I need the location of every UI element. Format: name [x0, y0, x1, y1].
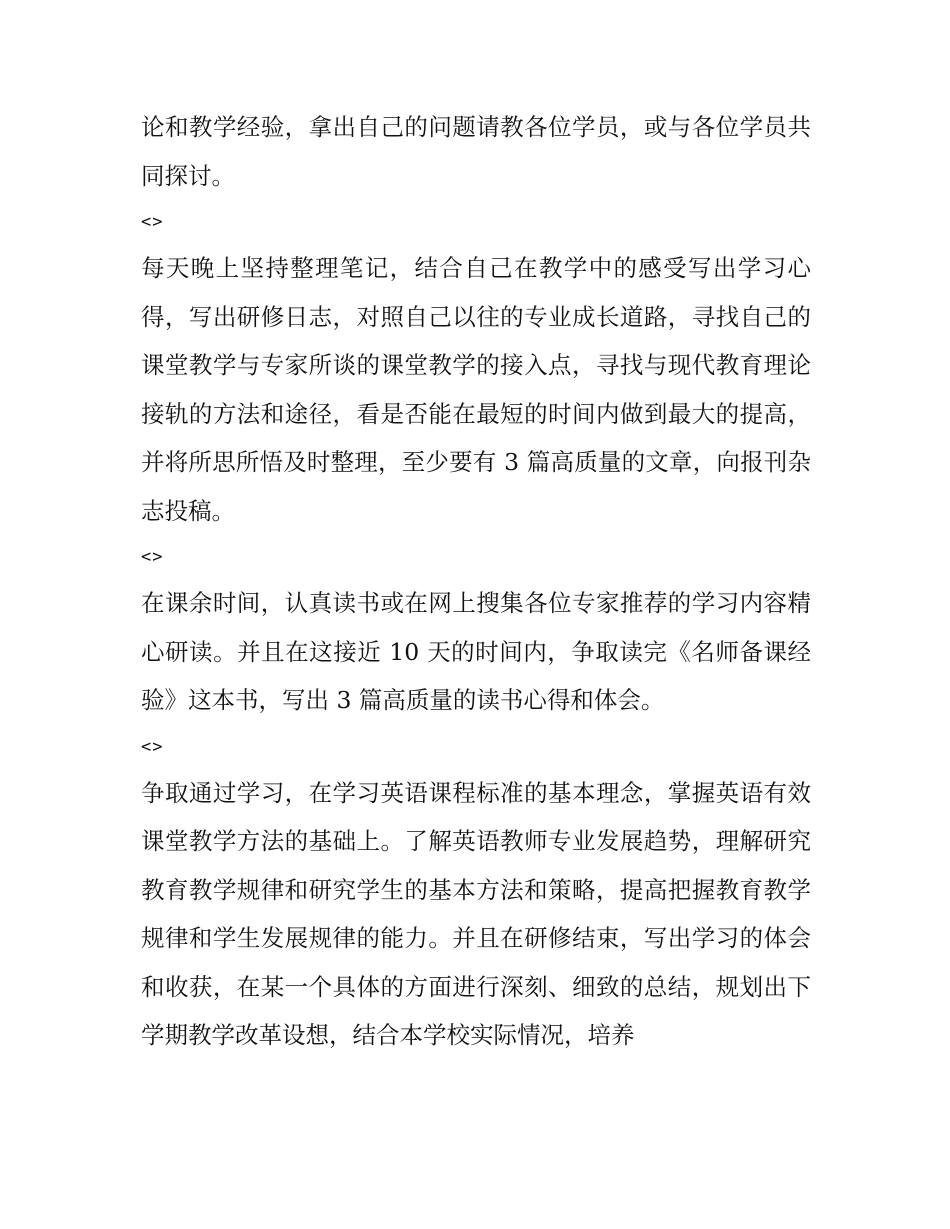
section-separator: <>	[141, 736, 164, 757]
paragraph-learning-goals: 争取通过学习，在学习英语课程标准的基本理念，掌握英语有效课堂教学方法的基础上。了解英语教师专业发展趋势，理解研究教育教学规律和研究学生的基本方法和策略，提高把握教育教学规律和学生发展规律的能力。并且在研修结束，写出学习的体会和收获，在某一个具体的方面进行深刻、细致的总结，规划出下学期教学改革设想，结合本学校实际情况，培养	[141, 778, 811, 1049]
paragraph-reading-plan: 在课余时间，认真读书或在网上搜集各位专家推荐的学习内容精心研读。并且在这接近 10 天的时间内，争取读完《名师备课经验》这本书，写出 3 篇高质量的读书心得和体会。	[141, 589, 811, 714]
paragraph-daily-notes: 每天晚上坚持整理笔记，结合自己在教学中的感受写出学习心得，写出研修日志，对照自己以往的专业成长道路，寻找自己的课堂教学与专家所谈的课堂教学的接入点，寻找与现代教育理论接轨的方法和途径，看是否能在最短的时间内做到最大的提高，并将所思所悟及时整理，至少要有 3 篇高质量的文章，向报刊杂志投稿。	[141, 254, 811, 525]
paragraph-discussion-end: 论和教学经验，拿出自己的问题请教各位学员，或与各位学员共同探讨。	[141, 113, 811, 190]
section-separator: <>	[141, 547, 164, 567]
section-separator: <>	[141, 212, 164, 232]
document-body	[141, 103, 811, 1060]
